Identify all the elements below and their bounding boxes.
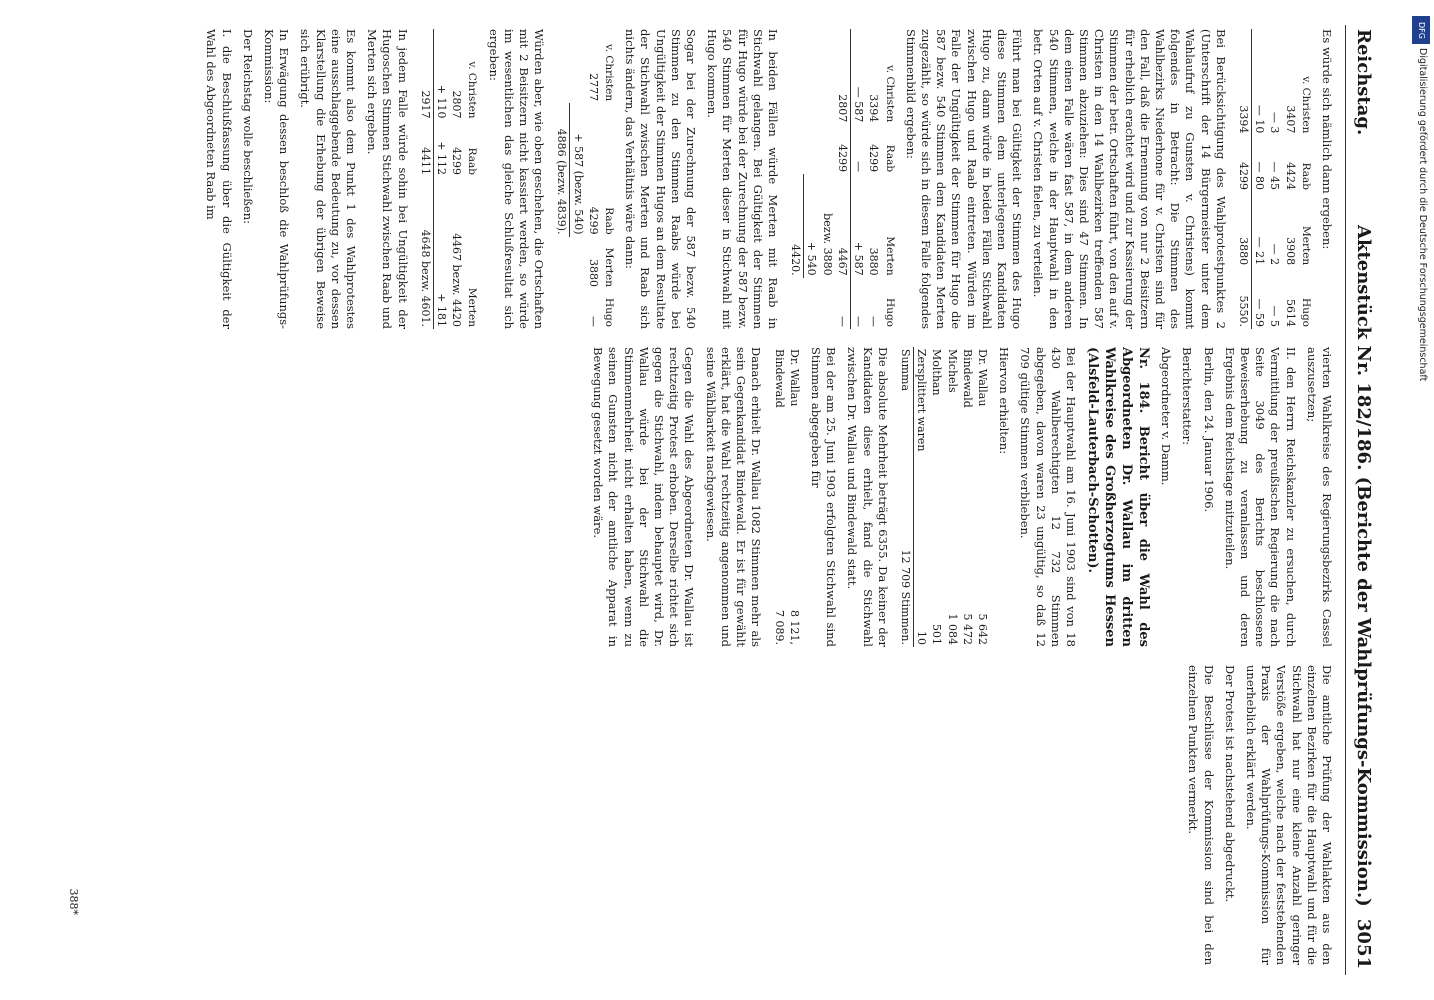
table-cell: Dr. Wallau: [975, 349, 989, 407]
table-row: [449, 29, 464, 329]
table-total-row: [835, 29, 851, 329]
table-cell: —: [852, 316, 866, 327]
table-total-row: [418, 29, 434, 329]
table-cell: + 181: [435, 293, 449, 327]
table-row: [788, 29, 804, 329]
table-cell: — 5: [1268, 305, 1282, 327]
table-cell: 4467: [835, 174, 851, 278]
paragraph: II. den Herrn Reichskanzler zu ersuchen, durch Vermittlung der preußischen Regierung die nach Seite 3049 des Berichts beschlossene Beweiserhebung zu veranlassen und deren Ergebnis dem Reichstage mitzuteilen.: [1222, 347, 1298, 647]
table-cell: 4411: [418, 121, 434, 177]
paragraph: Würden aber, wie oben geschehen, die Ortschaften mit 2 Beisitzern nicht kassiert werden, so würde im wesentlichen das gleiche Schlußresultat sich ergeben:: [486, 29, 547, 329]
column-1: [64, 29, 1334, 329]
table-row: [944, 347, 959, 647]
table-cell: 4420.: [788, 174, 804, 278]
paragraph: Sogar bei der Zurechnung der 587 bezw. 540 Stimmen zu den Stimmen Raabs würde bei Ungültigkeit der Stimmen Hugos an dem Resultate der Stichwahl zwischen Merten und Raab sich nichts ändern, das Verhältnis wäre dann:: [623, 29, 699, 329]
page-header: [1345, 25, 1380, 975]
table-cell: Bindewald: [772, 349, 786, 408]
table-row: [433, 29, 449, 329]
table-cell: 3908: [1283, 237, 1297, 266]
table-cell: — 21: [1253, 236, 1267, 266]
table-cell: 5550.: [1236, 267, 1252, 329]
vote-table-3: [554, 29, 616, 329]
table-cell: 2807: [835, 29, 851, 124]
page-number: 3051: [1353, 918, 1374, 969]
table-total-row: [1236, 29, 1252, 329]
table-header: v. Christen: [883, 65, 896, 123]
dfg-logo: DFG: [1412, 16, 1430, 44]
paragraph: Danach erhielt Dr. Wallau 1082 Stimmen mehr als sein Gegenkandidat Bindewald. Er ist für gewählt erklärt, hat die Wahl rechtzeitig angenommen und seine Wählbarkeit nachgewiesen.: [703, 347, 764, 647]
digitization-credit: [1408, 8, 1432, 992]
report-title: Nr. 184. Bericht über die Wahl des Abgeordneten Dr. Wallau im dritten Wahlkreise des Großherzogtums Hessen (Alsfeld-Lauterbach-Schotten).: [1084, 347, 1151, 647]
column-3: [64, 665, 1334, 965]
table-row: [820, 29, 835, 329]
table-row: [960, 347, 975, 647]
table-cell: — 10: [1253, 104, 1267, 134]
table-row: [975, 347, 990, 647]
table-header: Merten: [1299, 225, 1312, 266]
table-cell: Bindewald: [960, 349, 974, 408]
header-left: Reichstag.: [1353, 29, 1374, 136]
table-row: [586, 29, 601, 329]
table-header: Merten: [883, 236, 896, 276]
table-cell: —: [835, 278, 851, 329]
table-cell: 5 472: [960, 613, 974, 645]
table-cell: 10: [915, 631, 929, 645]
table-cell: 7 089.: [772, 610, 786, 645]
table-cell: — 2: [1268, 243, 1282, 266]
table-cell: 3880: [586, 258, 600, 287]
paragraph: Die amtliche Prüfung der Wahlakten aus den einzelnen Bezirken für die Hauptwahl und für die Stichwahl hat nur eine kleine Anzahl geringer Verstöße ergeben, welche nach der feststehenden Praxis der Wahlprüfungs-Kommission für unerheblich erklärt werden.: [1243, 665, 1334, 965]
rotated-content: [50, 25, 1380, 975]
table-cell: 3394: [1236, 29, 1252, 135]
paragraph: Bei Berücksichtigung des Wahlprotestpunktes 2 (Unterschrift der 14 Bürgermeister unter dem Wahlaufruf zu Gunsten v. Christens) kommt folgendes in Betracht: Die Stimmen des Wahlbezirks Niederhone für v. Christen sind für den Fall, daß die Ernennung von nur 2 Beisitzern für erheblich erachtet wird und zur Kassierung der Stimmen der betr. Ortschaften führt, von den auf v. Christen in den 14 Wahlbezirken treffenden 587 Stimmen abzuziehen: Dies sind 47 Stimmen. In dem einen Falle wären fast 587, in dem anderen 540 Stimmen, welche in der Hauptwahl in den betr. Orten auf v. Christen fielen, zu verteilen.: [1031, 29, 1228, 329]
table-row: [787, 347, 802, 647]
table-header: Raab: [466, 147, 479, 176]
paragraph: Hiervon erhielten:: [997, 347, 1012, 455]
table-total-row: [554, 29, 570, 329]
table-cell: Michels: [945, 349, 959, 393]
table-cell: —: [586, 316, 600, 327]
signature-mark: 388*: [67, 888, 80, 915]
paragraph: In Erwägung dessen beschloß die Wahlprüfungs-Kommission:: [262, 29, 292, 329]
table-header: Merten: [466, 287, 479, 327]
paragraph: Der Reichstag wolle beschließen:: [240, 29, 255, 224]
table-cell: + 540: [805, 241, 819, 276]
signature-label: Berichterstatter:: [1180, 347, 1195, 446]
table-cell: 4299: [835, 124, 851, 174]
vote-table-2: [788, 29, 896, 329]
table-header: v. Christen: [603, 44, 616, 102]
table-cell: + 587: [852, 241, 866, 276]
column-2: [64, 347, 1334, 647]
date-line: Berlin, den 24. Januar 1906.: [1201, 347, 1216, 513]
paragraph: Es kommt also dem Punkt 1 des Wahlprotestes eine ausschlaggebende Bedeutung zu, vor dessen Klarstellung die Erhebung der übrigen Beweise sich erübrigt.: [298, 29, 359, 329]
table-row: [850, 29, 866, 329]
paragraph: Gegen die Wahl des Abgeordneten Dr. Wallau ist rechtzeitig Protest erhoben. Derselbe richtet sich gegen die Stichwahl, indem behauptet wird, Dr. Wallau würde bei der Stichwahl die Stimmenmehrheit nicht erhalten haben, wenn zu seinen Gunsten nicht der amtliche Apparat in Bewegung gesetzt worden wäre.: [591, 347, 697, 647]
paragraph: In beiden Fällen würde Merten mit Raab in Stichwahl gelangen. Bei Gültigkeit der Stimmen für Hugo würde bei der Zurechnung der 587 bezw. 540 Stimmen für Merten dieser in Stichwahl mit Hugo kommen.: [705, 29, 781, 329]
table-cell: 3407: [1283, 105, 1297, 134]
table-cell: Dr. Wallau: [787, 349, 801, 407]
table-cell: 4299: [450, 147, 464, 176]
table-cell: 8 121,: [787, 610, 801, 645]
paragraph: Bei der am 25. Juni 1903 erfolgten Stichwahl sind Stimmen abgegeben für: [808, 347, 839, 647]
table-cell: —: [852, 161, 866, 173]
table-row: [771, 347, 786, 647]
table-row: [804, 29, 820, 329]
table-row: [1267, 29, 1282, 329]
table-cell: — 80: [1253, 161, 1267, 190]
table-cell: 12 709 Stimmen.: [898, 502, 914, 647]
table-cell: Summa: [898, 347, 914, 502]
table-cell: 3880: [867, 247, 881, 276]
table-cell: 5614: [1283, 299, 1297, 327]
runoff-table: [771, 347, 801, 647]
paragraph: Der Protest ist nachstehend abgedruckt.: [1222, 665, 1237, 903]
table-cell: Molthan: [930, 349, 944, 396]
paragraph: In jedem Falle würde sohin bei Ungültigkeit der Hugoschen Stimmen Stichwahl zwischen Raab und Merten sich ergeben.: [365, 29, 410, 329]
paragraph: Bei der Hauptwahl am 16. Juni 1903 sind von 18 430 Wahlberechtigten 12 732 Stimmen abgegeben, davon waren 23 ungültig, so daß 12 709 gültige Stimmen verblieben.: [1018, 347, 1078, 647]
table-cell: 2807: [450, 90, 464, 119]
table-header: Raab: [1299, 162, 1312, 190]
table-row: [570, 29, 586, 329]
vote-table-1: [1236, 29, 1313, 329]
document-page: [50, 25, 1380, 975]
table-header: Raab: [883, 144, 896, 173]
table-cell: Zersplittert waren: [915, 349, 929, 452]
table-cell: + 587 (bezw. 540): [571, 133, 585, 235]
table-cell: — 59: [1253, 298, 1267, 327]
table-cell: 1 084: [945, 613, 959, 645]
table-header: Raab: [603, 207, 616, 235]
table-header: v. Christen: [1299, 76, 1312, 134]
paragraph: Es würde sich nämlich dann ergeben:: [1320, 29, 1334, 250]
table-cell: — 3: [1268, 111, 1282, 134]
table-header: Hugo: [1299, 298, 1312, 327]
table-cell: 4886 (bezw. 4839).: [554, 103, 570, 236]
table-cell: bezw. 3880: [820, 213, 834, 276]
table-row: [913, 347, 929, 647]
table-total-row: [898, 347, 914, 647]
table-row: [929, 347, 944, 647]
vote-table-4: [418, 29, 480, 329]
table-cell: 2917: [418, 29, 434, 121]
credit-text: Digitalisierung gefördert durch die Deutsche Forschungsgemeinschaft: [1417, 48, 1428, 382]
table-cell: 3394: [867, 94, 881, 123]
table-cell: 4648 bezw. 4601.: [418, 177, 434, 329]
paragraph: vierten Wahlkreise des Regierungsbezirks Cassel auszusetzen;: [1304, 347, 1334, 647]
paragraph: I. die Beschlußfassung über die Gültigkeit der Wahl des Abgeordneten Raab im: [204, 29, 234, 329]
table-cell: — 45: [1268, 161, 1282, 190]
paragraph: Die absolute Mehrheit beträgt 6355. Da keiner der Kandidaten diese erhielt, fand die Stichwahl zwischen Dr. Wallau und Bindewald statt.: [845, 347, 890, 647]
paragraph: Die Beschlüsse der Kommission sind bei den einzelnen Punkten vermerkt.: [1186, 665, 1216, 965]
table-header: Hugo: [883, 298, 896, 327]
paragraph: Führt man bei Gültigkeit der Stimmen des Hugo diese Stimmen dem unterlegenen Kandidaten Hugo zu, dann würde in beiden Fällen Stichwahl zwischen Hugo und Raab eintreten. Würden im Falle der Ungültigkeit der Stimmen für Hugo die 587 bezw. 540 Stimmen dem Kandidaten Merten zugezählt, so würde sich in diesem Falle folgendes Stimmenbild ergeben:: [903, 29, 1025, 329]
election-results-table: [898, 347, 990, 647]
table-cell: 501: [930, 624, 944, 645]
table-row: [1282, 29, 1297, 329]
table-cell: — 587: [852, 86, 866, 123]
table-cell: 4467 bezw. 4420: [450, 233, 464, 327]
table-cell: + 110: [435, 84, 449, 119]
table-cell: 3880: [1236, 192, 1252, 267]
table-header: Hugo: [603, 298, 616, 327]
signature-name: Abgeordneter v. Damm.: [1159, 347, 1174, 486]
table-header: Merten: [603, 247, 616, 287]
table-cell: 4299: [1236, 135, 1252, 192]
table-cell: 5 642: [975, 613, 989, 645]
table-cell: 4424: [1283, 161, 1297, 190]
table-cell: 4299: [867, 144, 881, 173]
table-header: v. Christen: [466, 61, 479, 119]
table-cell: —: [867, 316, 881, 327]
header-title: Aktenstück Nr. 182/186. (Berichte der Wahlprüfungs-Kommission.): [1353, 225, 1374, 907]
table-cell: + 112: [435, 141, 449, 176]
table-row: [866, 29, 881, 329]
table-row: [1251, 29, 1267, 329]
table-cell: 4299: [586, 206, 600, 235]
table-cell: 2777: [586, 73, 600, 102]
